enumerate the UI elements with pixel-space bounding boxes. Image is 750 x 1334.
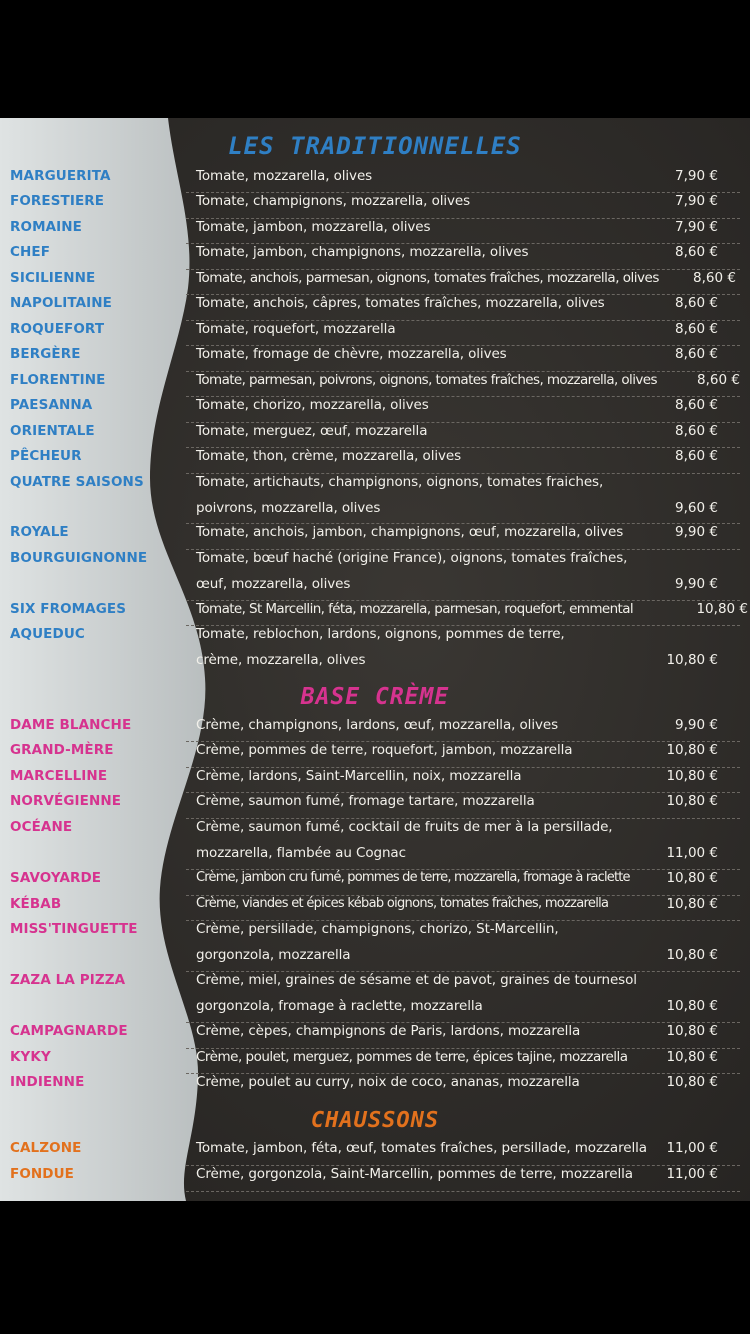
pizza-price: 8,60 € — [675, 423, 718, 439]
pizza-ingredients: Crème, poulet, merguez, pommes de terre, épices tajine, mozzarella — [196, 1049, 628, 1065]
pizza-price: 10,80 € — [666, 998, 718, 1014]
pizza-menu — [0, 118, 750, 1201]
menu-item — [0, 346, 750, 372]
pizza-price: 7,90 € — [675, 168, 718, 184]
menu-item — [0, 423, 750, 448]
pizza-ingredients: Crème, poulet au curry, noix de coco, ananas, mozzarella — [196, 1074, 580, 1090]
pizza-price: 7,90 € — [675, 193, 718, 209]
menu-item — [0, 1049, 750, 1074]
pizza-name: BOURGUIGNONNE — [10, 550, 148, 566]
menu-item — [0, 1166, 750, 1192]
pizza-price: 10,80 € — [666, 1074, 718, 1090]
pizza-name: MARCELLINE — [10, 768, 108, 784]
section-title-chaussons: CHAUSSONS — [310, 1108, 440, 1133]
pizza-name: ORIENTALE — [10, 423, 95, 439]
pizza-ingredients: Crème, cèpes, champignons de Paris, lardons, mozzarella — [196, 1023, 581, 1039]
menu-item — [0, 870, 750, 896]
pizza-name: FORESTIERE — [10, 193, 105, 209]
menu-item — [0, 819, 750, 870]
menu-item — [0, 550, 750, 601]
pizza-ingredients-continued: œuf, mozzarella, olives — [196, 576, 351, 592]
pizza-ingredients: Tomate, mozzarella, olives — [196, 168, 373, 184]
pizza-name: FLORENTINE — [10, 372, 106, 388]
pizza-price: 8,60 € — [693, 270, 736, 286]
pizza-name: AQUEDUC — [10, 626, 85, 642]
pizza-name: KÉBAB — [10, 896, 62, 912]
pizza-ingredients: Crème, lardons, Saint-Marcellin, noix, mozzarella — [196, 768, 522, 784]
pizza-name: NORVÉGIENNE — [10, 793, 122, 809]
pizza-ingredients: Tomate, anchois, jambon, champignons, œuf, mozzarella, olives — [196, 524, 624, 540]
dashed-divider — [186, 1191, 740, 1192]
pizza-price: 10,80 € — [666, 947, 718, 963]
pizza-name: PÊCHEUR — [10, 448, 82, 464]
menu-item — [0, 768, 750, 793]
pizza-ingredients: Tomate, artichauts, champignons, oignons, tomates fraiches, — [196, 474, 604, 490]
calzone-ingredients: Crème, gorgonzola, Saint-Marcellin, pommes de terre, mozzarella — [196, 1166, 633, 1182]
pizza-ingredients: Tomate, merguez, œuf, mozzarella — [196, 423, 428, 439]
pizza-name: INDIENNE — [10, 1074, 85, 1090]
pizza-price: 10,80 € — [666, 793, 718, 809]
pizza-ingredients: Crème, champignons, lardons, œuf, mozzarella, olives — [196, 717, 559, 733]
pizza-name: SAVOYARDE — [10, 870, 102, 886]
menu-item — [0, 1023, 750, 1049]
menu-item — [0, 244, 750, 270]
menu-item — [0, 397, 750, 423]
pizza-ingredients: Crème, viandes et épices kébab oignons, tomates fraîches, mozzarella — [196, 896, 609, 911]
pizza-price: 8,60 € — [675, 448, 718, 464]
menu-item — [0, 626, 750, 678]
pizza-ingredients: Tomate, anchois, parmesan, oignons, tomates fraîches, mozzarella, olives — [196, 270, 659, 286]
pizza-ingredients-continued: gorgonzola, mozzarella — [196, 947, 351, 963]
pizza-price: 10,80 € — [666, 870, 718, 886]
pizza-ingredients: Tomate, jambon, champignons, mozzarella, olives — [196, 244, 529, 260]
pizza-ingredients: Tomate, chorizo, mozzarella, olives — [196, 397, 429, 413]
pizza-ingredients: Tomate, bœuf haché (origine France), oignons, tomates fraîches, — [196, 550, 628, 566]
pizza-name: OCÉANE — [10, 819, 73, 835]
menu-item — [0, 742, 750, 768]
calzone-ingredients: Tomate, jambon, féta, œuf, tomates fraîches, persillade, mozzarella — [196, 1140, 647, 1156]
pizza-price: 8,60 € — [675, 397, 718, 413]
pizza-price: 8,60 € — [675, 295, 718, 311]
pizza-price: 9,90 € — [675, 717, 718, 733]
menu-item — [0, 793, 750, 819]
pizza-ingredients: Tomate, champignons, mozzarella, olives — [196, 193, 471, 209]
pizza-price: 10,80 € — [666, 1049, 718, 1065]
section-title-base-creme: BASE CRÈME — [300, 684, 450, 710]
calzone-price: 11,00 € — [666, 1140, 718, 1156]
pizza-price: 8,60 € — [675, 321, 718, 337]
pizza-name: NAPOLITAINE — [10, 295, 112, 311]
pizza-ingredients-continued: crème, mozzarella, olives — [196, 652, 366, 668]
menu-item — [0, 717, 750, 742]
pizza-price: 8,60 € — [675, 346, 718, 362]
pizza-ingredients: Tomate, St Marcellin, féta, mozzarella, parmesan, roquefort, emmental — [196, 601, 634, 617]
pizza-name: DAME BLANCHE — [10, 717, 132, 733]
menu-item — [0, 295, 750, 321]
pizza-price: 7,90 € — [675, 219, 718, 235]
pizza-ingredients-continued: gorgonzola, fromage à raclette, mozzarella — [196, 998, 483, 1014]
menu-item — [0, 524, 750, 550]
pizza-ingredients-continued: poivrons, mozzarella, olives — [196, 500, 381, 516]
pizza-price: 10,80 € — [666, 896, 718, 912]
pizza-ingredients: Crème, miel, graines de sésame et de pavot, graines de tournesol — [196, 972, 637, 988]
pizza-name: ROMAINE — [10, 219, 82, 235]
pizza-name: BERGÈRE — [10, 346, 81, 362]
menu-item — [0, 372, 750, 397]
menu-item — [0, 601, 750, 626]
pizza-price: 8,60 € — [697, 372, 740, 388]
pizza-price: 9,90 € — [675, 524, 718, 540]
pizza-price: 10,80 € — [666, 1023, 718, 1039]
menu-item — [0, 1074, 750, 1100]
pizza-name: MISS'TINGUETTE — [10, 921, 138, 937]
menu-item — [0, 1140, 750, 1166]
pizza-price: 9,90 € — [675, 576, 718, 592]
pizza-ingredients: Tomate, fromage de chèvre, mozzarella, olives — [196, 346, 507, 362]
pizza-name: CAMPAGNARDE — [10, 1023, 128, 1039]
pizza-price: 10,80 € — [666, 768, 718, 784]
pizza-ingredients: Crème, saumon fumé, fromage tartare, mozzarella — [196, 793, 535, 809]
pizza-ingredients: Tomate, anchois, câpres, tomates fraîches, mozzarella, olives — [196, 295, 605, 311]
menu-item — [0, 270, 750, 295]
pizza-ingredients: Crème, pommes de terre, roquefort, jambon, mozzarella — [196, 742, 573, 758]
pizza-name: CHEF — [10, 244, 51, 260]
menu-item — [0, 474, 750, 524]
pizza-ingredients: Crème, persillade, champignons, chorizo, St-Marcellin, — [196, 921, 559, 937]
menu-item — [0, 193, 750, 219]
pizza-name: KYKY — [10, 1049, 51, 1065]
calzone-name: CALZONE — [10, 1140, 82, 1156]
pizza-ingredients: Crème, jambon cru fumé, pommes de terre, mozzarella, fromage à raclette — [196, 870, 630, 885]
pizza-name: QUATRE SAISONS — [10, 474, 144, 490]
pizza-name: PAESANNA — [10, 397, 93, 413]
pizza-price: 9,60 € — [675, 500, 718, 516]
pizza-price: 11,00 € — [666, 845, 718, 861]
pizza-ingredients: Crème, saumon fumé, cocktail de fruits de mer à la persillade, — [196, 819, 613, 835]
pizza-ingredients: Tomate, parmesan, poivrons, oignons, tomates fraîches, mozzarella, olives — [196, 372, 657, 388]
menu-item — [0, 896, 750, 921]
section-title-traditionnelles: LES TRADITIONNELLES — [228, 132, 522, 160]
menu-item — [0, 448, 750, 474]
pizza-ingredients: Tomate, roquefort, mozzarella — [196, 321, 396, 337]
pizza-price: 10,80 € — [666, 742, 718, 758]
menu-item — [0, 321, 750, 346]
pizza-name: SIX FROMAGES — [10, 601, 127, 617]
menu-item — [0, 168, 750, 193]
pizza-name: GRAND-MÈRE — [10, 742, 114, 758]
pizza-name: ZAZA LA PIZZA — [10, 972, 126, 988]
pizza-name: ROQUEFORT — [10, 321, 105, 337]
pizza-ingredients: Tomate, reblochon, lardons, oignons, pommes de terre, — [196, 626, 565, 642]
pizza-price: 10,80 € — [666, 652, 718, 668]
pizza-name: SICILIENNE — [10, 270, 96, 286]
pizza-price: 8,60 € — [675, 244, 718, 260]
pizza-ingredients: Tomate, thon, crème, mozzarella, olives — [196, 448, 462, 464]
pizza-name: MARGUERITA — [10, 168, 111, 184]
pizza-name: ROYALE — [10, 524, 69, 540]
calzone-name: FONDUE — [10, 1166, 74, 1182]
menu-item — [0, 921, 750, 972]
pizza-ingredients-continued: mozzarella, flambée au Cognac — [196, 845, 406, 861]
calzone-price: 11,00 € — [666, 1166, 718, 1182]
pizza-ingredients: Tomate, jambon, mozzarella, olives — [196, 219, 431, 235]
menu-item — [0, 972, 750, 1023]
menu-item — [0, 219, 750, 244]
pizza-price: 10,80 € — [696, 601, 748, 617]
